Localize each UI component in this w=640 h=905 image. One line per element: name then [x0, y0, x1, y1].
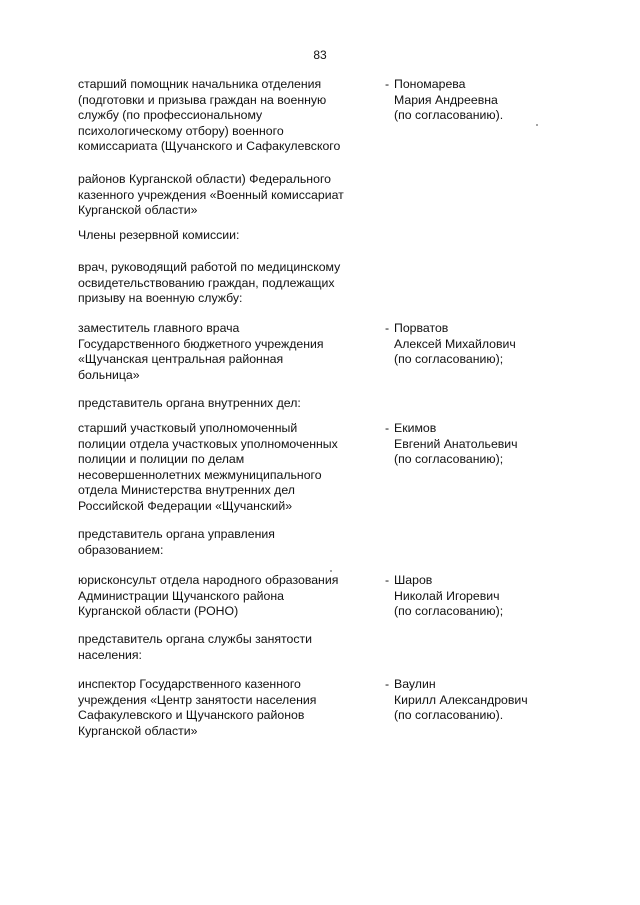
entry-vaulin [78, 677, 618, 739]
position-line: психологическому отбору) военного [78, 123, 284, 138]
position-line: Курганской области» [78, 723, 198, 738]
position-description [78, 172, 398, 219]
person-agreement-note: (по согласованию); [394, 452, 504, 466]
person-given-names: Кирилл Александрович [394, 692, 528, 707]
person-given-names: Николай Игоревич [394, 588, 500, 603]
position-line: старший помощник начальника отделения [78, 77, 322, 91]
person-surname: Екимов [394, 421, 437, 435]
section-heading-employment [78, 632, 618, 663]
position-description [78, 321, 378, 383]
position-line: Сафакулевского и Щучанского районов [78, 708, 305, 722]
section-heading: населения: [78, 647, 142, 662]
dash-mark: - [385, 421, 390, 435]
position-line: полиции и полиции по делам [78, 452, 245, 466]
person-agreement-note: (по согласованию). [394, 108, 504, 122]
person-name-block [385, 421, 555, 514]
position-line: комиссариата (Щучанского и Сафакулевского [78, 139, 341, 153]
position-line: Курганской области» [78, 203, 198, 217]
entry-continuation [78, 172, 618, 219]
position-line: учреждения «Центр занятости населения [78, 692, 317, 707]
position-description [78, 77, 378, 155]
dash-mark: - [385, 321, 390, 335]
position-line: (подготовки и призыва граждан на военную [78, 92, 327, 107]
position-line: полиции отдела участковых уполномоченных [78, 436, 338, 451]
section-heading: Члены резервной комиссии: [78, 228, 240, 242]
person-agreement-note: (по согласованию); [394, 352, 504, 366]
entry-ekimov [78, 421, 618, 514]
position-line: врач, руководящий работой по медицинскому [78, 260, 341, 274]
position-line: Администрации Щучанского района [78, 588, 284, 603]
person-name-block [385, 677, 555, 739]
section-heading: представитель органа службы занятости [78, 632, 313, 646]
dash-mark: - [385, 677, 390, 691]
position-line: Курганской области (РОНО) [78, 604, 239, 618]
position-line: несовершеннолетних межмуниципального [78, 467, 322, 482]
position-line: Государственного бюджетного учреждения [78, 336, 324, 351]
person-agreement-note: (по согласованию); [394, 604, 504, 618]
scan-speck [330, 570, 332, 572]
section-heading-reserve-commission [78, 228, 618, 244]
position-line: призыву на военную службу: [78, 291, 243, 305]
section-heading-internal-affairs [78, 396, 618, 412]
entry-ponomareva [78, 77, 618, 155]
position-line: заместитель главного врача [78, 321, 240, 335]
position-line: казенного учреждения «Военный комиссариат [78, 187, 344, 202]
position-description [78, 421, 378, 514]
section-heading: представитель органа управления [78, 527, 275, 541]
position-line: освидетельствованию граждан, подлежащих [78, 275, 335, 290]
dash-mark: - [385, 77, 390, 91]
position-line: больница» [78, 367, 140, 382]
entry-porvatov [78, 321, 618, 383]
person-surname: Порватов [394, 321, 449, 335]
scan-speck [536, 124, 538, 126]
position-description [78, 260, 398, 307]
person-agreement-note: (по согласованию). [394, 708, 504, 722]
position-line: старший участковый уполномоченный [78, 421, 298, 435]
person-given-names: Алексей Михайлович [394, 336, 516, 351]
person-given-names: Мария Андреевна [394, 92, 498, 107]
page-number: 83 [313, 48, 327, 62]
position-line: отдела Министерства внутренних дел [78, 483, 295, 497]
person-name-block [385, 573, 555, 620]
person-name-block [385, 321, 555, 383]
person-surname: Ваулин [394, 677, 436, 691]
section-heading: представитель органа внутренних дел: [78, 396, 301, 410]
person-surname: Пономарева [394, 77, 466, 91]
position-description [78, 677, 378, 739]
person-given-names: Евгений Анатольевич [394, 436, 518, 451]
person-name-block [385, 77, 555, 155]
position-line: «Щучанская центральная районная [78, 352, 284, 366]
position-description [78, 573, 378, 620]
section-heading: образованием: [78, 542, 164, 557]
entry-doctor-role [78, 260, 618, 307]
entry-sharov [78, 573, 618, 620]
position-line: службу (по профессиональному [78, 108, 263, 122]
position-line: районов Курганской области) Федерального [78, 172, 331, 186]
person-surname: Шаров [394, 573, 433, 587]
position-line: юрисконсульт отдела народного образования [78, 573, 339, 587]
section-heading-education [78, 527, 618, 558]
position-line: Российской Федерации «Щучанский» [78, 498, 293, 513]
position-line: инспектор Государственного казенного [78, 677, 301, 691]
dash-mark: - [385, 573, 390, 587]
